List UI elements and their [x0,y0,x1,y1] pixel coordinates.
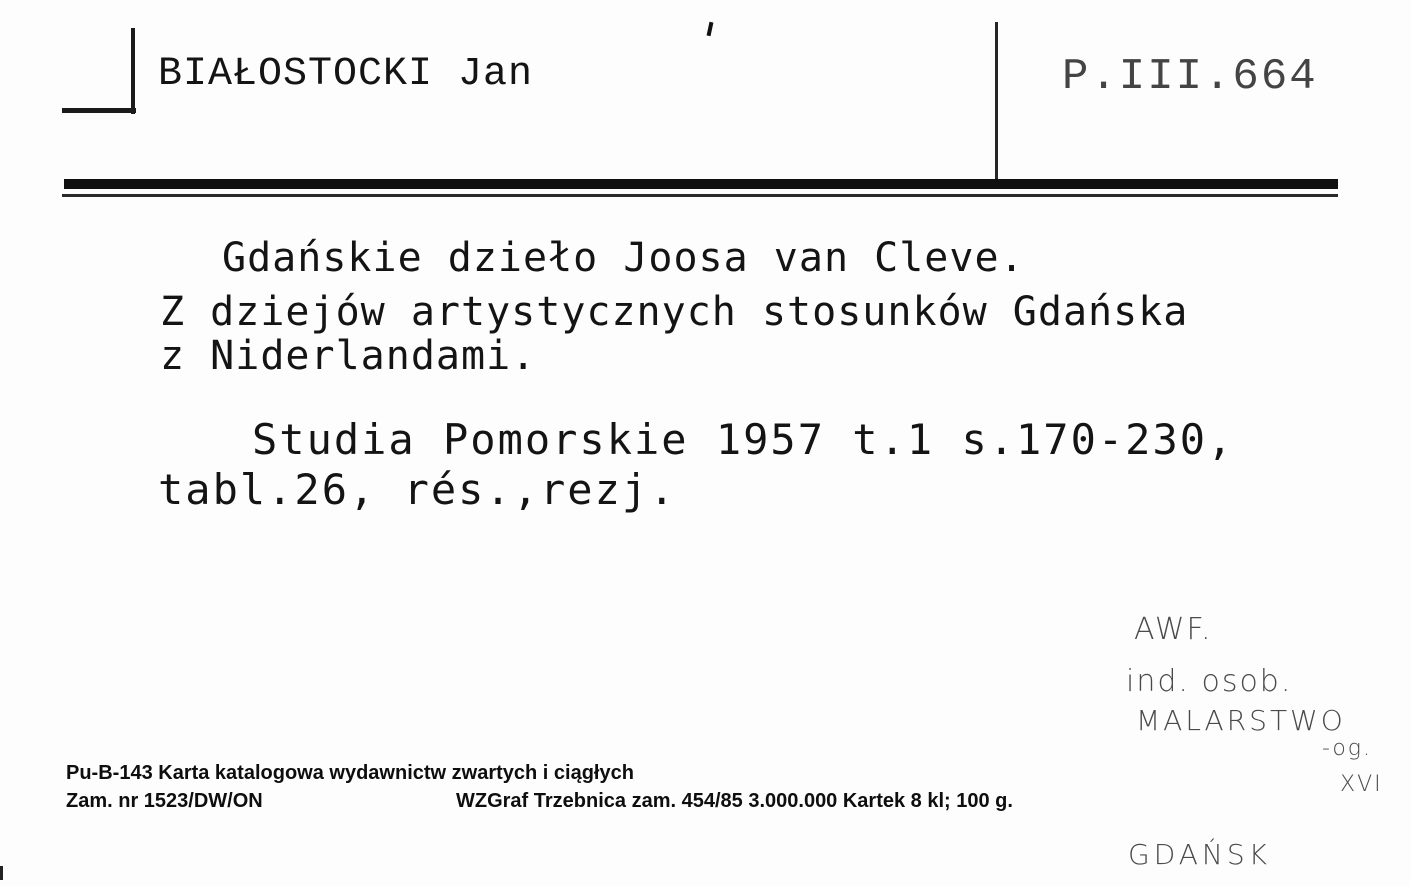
handwritten-note-place: GDAŃSK [1128,838,1271,871]
corner-mark-base [62,108,136,113]
source-line-2: tabl.26, rés.,rezj. [158,465,677,514]
printed-footer-order: Zam. nr 1523/DW/ON [66,790,263,812]
header-rule [64,179,1338,189]
header-rule-thin [62,194,1338,197]
edge-mark [0,866,3,880]
printed-footer-line-1: Pu-B-143 Karta katalogowa wydawnictw zwartych i ciągłych [66,762,634,784]
handwritten-note-subject: MALARSTWO [1136,704,1346,737]
header-divider [995,22,998,180]
author-name: BIAŁOSTOCKI Jan [158,52,534,97]
printed-footer-printer: WZGraf Trzebnica zam. 454/85 3.000.000 Kartek 8 kl; 100 g. [456,790,1013,812]
handwritten-note-century: XVI [1340,772,1383,797]
handwritten-note-index: ind. osob. [1126,664,1293,699]
title-line-1: Gdańskie dzieło Joosa van Cleve. [222,235,1025,281]
call-number: P.III.664 [1062,52,1318,102]
title-line-3: z Niderlandami. [160,333,537,379]
corner-mark [131,28,135,114]
ink-speck [707,22,714,37]
handwritten-note-awf: AWF. [1134,612,1213,647]
handwritten-note-og: -og. [1322,736,1373,761]
title-line-2: Z dziejów artystycznych stosunków Gdańska [160,289,1189,335]
source-line-1: Studia Pomorskie 1957 t.1 s.170-230, [252,415,1235,464]
